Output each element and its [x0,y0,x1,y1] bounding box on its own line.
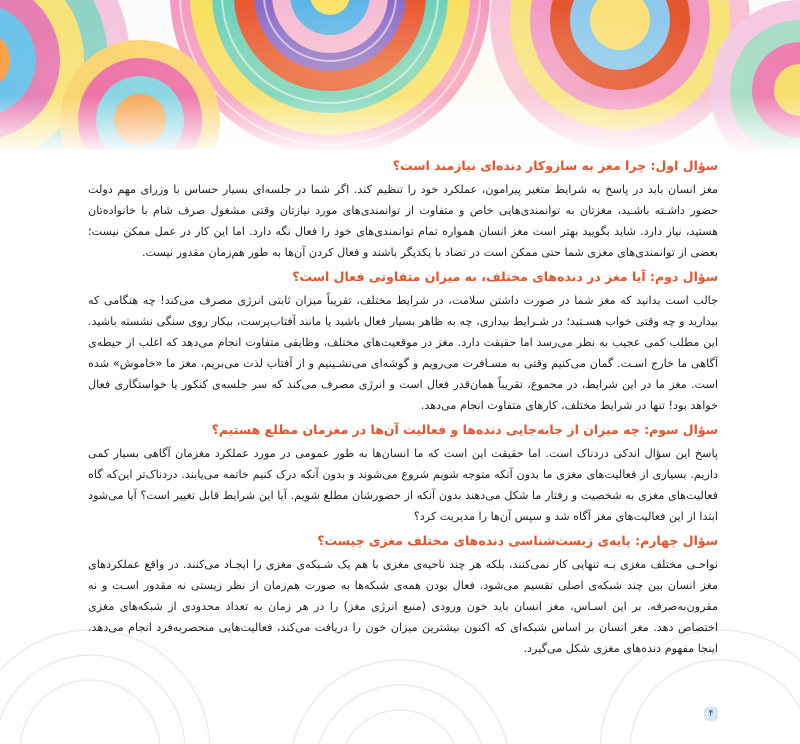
section-paragraph: مغز انسان باید در پاسخ به شرایط متغیر پیرامون، عملکرد خود را تنظیم کند. اگر شما در جلسه‌ای بسیار حساس با وزرای مهم دولت حضور داشـته باشـید، مغزتان به توانمندی‌هایی خاص و متفاوت از توانمندی‌های مورد نیازتان وقتی مشغول صرف شام با خانواده‌تان هستید، نیاز دارد. شاید بگویید بهتر است مغز انسان همواره تمام توانمندی‌های خود را فعال نگه دارد. اما این کار در عمل ممکن نیست؛ بعضی از توانمندی‌های مغزی شما حتی ممکن است در تضاد با یکدیگر باشند و فعال کردن آن‌ها به طور هم‌زمان مقدور نیست. [88,183,718,259]
section-heading: سؤال سوم: چه میزان از جابه‌جایی دنده‌ها و فعالیت آن‌ها در مغزمان مطلع هستیم؟ [211,422,718,437]
section-paragraph: نواحـی مختلف مغزی بـه تنهایی کار نمی‌کنند، بلکه هر چند ناحیه‌ی مغزی با هم یک شـبکه‌ی مغزی را ایجـاد می‌کنند. در واقع عملکردهای مغز انسان بین چند شبکه‌ی اصلی تقسیم می‌شود. فعال بودن همه‌ی شبکه‌ها به صورت هم‌زمان از نظر زیستی نه مقدور اسـت و نه مقرون‌به‌صرفه. بر این اسـاس، مغز انسان باید خون ورودی (منبع انرژی مغز) را در هر زمان به تعداد محدودی از شبکه‌های مغزی اختصاص دهد. مغز انسان بر اساس شبکه‌ای که اکنون بیشترین میزان خون را دریافت می‌کند، فعالیت‌هایی منحصربه‌فرد انجام می‌دهد. اینجا مفهوم دنده‌های مغزی شکل می‌گیرد. [88,558,718,655]
section-heading: سؤال اول: چرا مغز به سازوکار دنده‌ای نیازمند است؟ [392,158,718,173]
section-question-2 [88,267,718,416]
article-body [88,156,718,663]
section-heading: سؤال دوم: آیا مغز در دنده‌های مختلف، به میزان متفاوتی فعال است؟ [292,269,718,284]
banner-fade [0,95,800,150]
section-question-3 [88,420,718,527]
section-question-4 [88,531,718,659]
section-paragraph: جالب است بدانید که مغز شما در صورت داشتن سلامت، در شرایط مختلف، تقریباً میزان ثابتی انرژی مصرف می‌کند! چه هنگامی که بیدارید و چه وقتی خواب هسـتید؛ در شـرایط بیداری، چه به ظاهر بسیار فعال باشید یا مانند آفتاب‌پرست، بیکار روی سنگی نشسته باشید. این مطلب کمی عجیب به نظر می‌رسد اما حقیقت دارد. مغز در موقعیت‌های مختلف، وظایفی متفاوت انجام می‌دهد که اغلب از حیطه‌ی آگاهی ما خارج اسـت. گمان می‌کنیم وقتی به مسـافرت می‌رویم و گوشه‌ای می‌نشـینیم و از آفتاب لذت می‌بریم، مغز ما «خاموش» شده است. مغز ما در این شرایط، در مجموع، تقریباً همان‌قدر فعال است و انرژی مصرف می‌کند که سر جلسه‌ی کنکور یا خواستگاری فعال خواهد بود! تنها در شرایط مختلف، کارهای متفاوت انجام می‌دهد. [88,294,718,412]
section-heading: سؤال چهارم: پایه‌ی زیست‌شناسی دنده‌های مختلف مغزی چیست؟ [317,533,718,548]
section-paragraph: پاسخ این سؤال اندکی دردناک است. اما حقیقت این است که ما انسان‌ها به طور عمومی در مورد عملکرد مغزمان آگاهی بسیار کمی داریم. بسیاری از فعالیت‌های مغزی ما بدون آنکه متوجه شویم شروع می‌شوند و بدون آنکه درک کنیم خاتمه می‌یابند. دردناک‌تر این‌که گاه فعالیت‌های مغزی به شخصیت و رفتار ما شکل می‌دهند بدون آنکه از حضورشان مطلع شویم. آیا این شرایط قابل تغییر است؟ آیا می‌شود ابتدا از این فعالیت‌های مغز آگاه شد و سپس آن‌ها را مدیریت کرد؟ [88,447,718,523]
page-number: ۴ [704,707,718,721]
mandala-banner [0,0,800,150]
section-question-1 [88,156,718,263]
